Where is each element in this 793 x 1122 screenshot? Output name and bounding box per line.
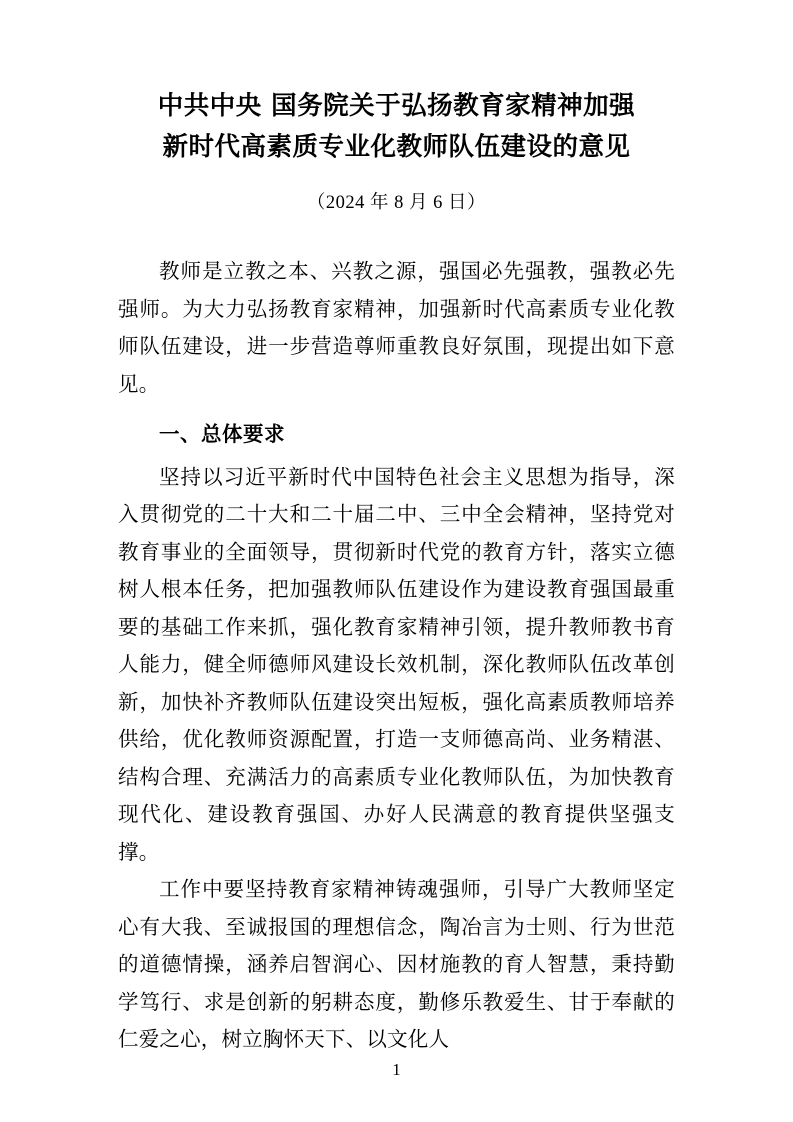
page-title-line-2: 新时代高素质专业化教师队伍建设的意见 [162,132,631,162]
page-number: 1 [392,1060,401,1079]
section-1-paragraph-1: 坚持以习近平新时代中国特色社会主义思想为指导，深入贯彻党的二十大和二十届二中、三中全会精神，坚持党对教育事业的全面领导，贯彻新时代党的教育方针，落实立德树人根本任务，把加强教师队伍建设作为建设教育强国最重要的基础工作来抓，强化教育家精神引领，提升教师教书育人能力，健全师德师风建设长效机制，深化教师队伍改革创新，加快补齐教师队伍建设突出短板，强化高素质教师培养供给，优化教师资源配置，打造一支师德高尚、业务精湛、结构合理、充满活力的高素质专业化教师队伍，为加快教育现代化、建设教育强国、办好人民满意的教育提供坚强支撑。 [118,466,675,864]
page-title-line-1: 中共中央 国务院关于弘扬教育家精神加强 [157,91,636,121]
section-1-paragraph-2: 工作中要坚持教育家精神铸魂强师，引导广大教师坚定心有大我、至诚报国的理想信念，陶冶言为士则、行为世范的道德情操，涵养启智润心、因材施教的育人智慧，秉持勤学笃行、求是创新的躬耕态度，勤修乐教爱生、甘于奉献的仁爱之心，树立胸怀天下、以文化人 [118,879,675,1051]
section-heading-1: 一、总体要求 [159,422,285,446]
document-date: （2024 年 8 月 6 日） [306,193,487,213]
document-body [118,254,675,1060]
page-title [118,86,675,168]
intro-paragraph: 教师是立教之本、兴教之源，强国必先强教，强教必先强师。为大力弘扬教育家精神，加强新时代高素质专业化教师队伍建设，进一步营造尊师重教良好氛围，现提出如下意见。 [118,261,675,396]
